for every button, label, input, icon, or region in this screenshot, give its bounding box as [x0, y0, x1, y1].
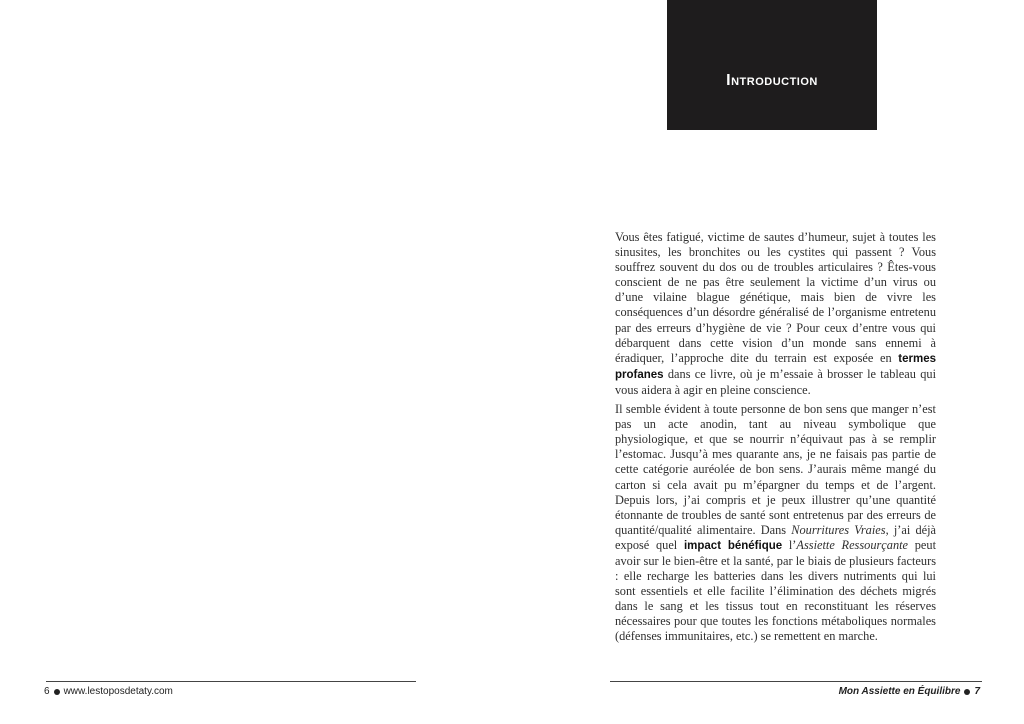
page-number-right: 7 [974, 686, 980, 697]
p2-text-4: peut avoir sur le bien-être et la santé, par le biais de plusieurs facteurs : elle recharge les batteries dans les divers nutriments qui lui sont essentiels et elle facilite l’élimination des déchets migrés dans le sang et les tissus tout en reconstituant les réserves nécessaires pour que toutes les fonctions métaboliques normales (défenses immunitaires, etc.) se remettent en marche. [615, 537, 936, 644]
body-text [615, 230, 936, 649]
chapter-title: Introduction [726, 72, 818, 89]
footer-rule-left [46, 681, 416, 682]
book-title: Mon Assiette en Équilibre [838, 686, 961, 697]
p2-book-title-2: Assiette Ressourçante [796, 537, 909, 552]
bullet-icon [964, 689, 970, 695]
paragraph-2 [615, 402, 936, 645]
p1-text-2: dans ce livre, où je m’essaie à brosser le tableau qui vous aidera à agir en pleine conscience. [615, 366, 936, 397]
p1-highlight: termes profanes [615, 352, 936, 381]
p2-highlight: impact bénéfique [683, 539, 783, 552]
p2-text-1: Il semble évident à toute personne de bon sens que manger n’est pas un acte anodin, tant au niveau symbolique que physiologique, et que se nourrir n’équivaut pas à se remplir l’estomac. Jusqu’à mes quarante ans, je ne faisais pas partie de cette catégorie auréolée de bon sens. J’aurais même mangé du carton si cela avait pu m’épargner du temps et de l’argent. Depuis lors, j’ai compris et je peux illustrer qu’une quantité étonnante de troubles de santé sont entretenus par des erreurs de quantité/qualité alimentaire. Dans [615, 402, 936, 537]
footer-right [839, 686, 980, 697]
bullet-icon [54, 689, 60, 695]
chapter-title-box [667, 0, 877, 130]
footer-rule-right [610, 681, 982, 682]
page-number-left: 6 [44, 686, 50, 697]
footer-left [44, 686, 173, 697]
p2-book-title-1: Nourritures Vraies [791, 522, 886, 537]
p1-text-1: Vous êtes fatigué, victime de sautes d’humeur, sujet à toutes les sinusites, les bronchites ou les cystites qui passent ? Vous souffrez souvent du dos ou de troubles articulaires ? Êtes-vous conscient de ne pas être seulement la victime d’un virus ou d’une vilaine blague génétique, mais bien de vivre les conséquences d’un désordre généralisé de l’organisme entretenu par des erreurs d’hygiène de vie ? Pour ceux d’entre vous qui débarquent dans cette vision d’un monde sans ennemi à éradiquer, l’approche dite du terrain est exposée en [615, 230, 936, 365]
paragraph-1 [615, 230, 936, 398]
p2-text-2: , j’ai déjà exposé quel [615, 522, 936, 552]
p2-text-3: l’ [782, 537, 797, 552]
website-link[interactable]: www.lestoposdetaty.com [63, 686, 173, 697]
